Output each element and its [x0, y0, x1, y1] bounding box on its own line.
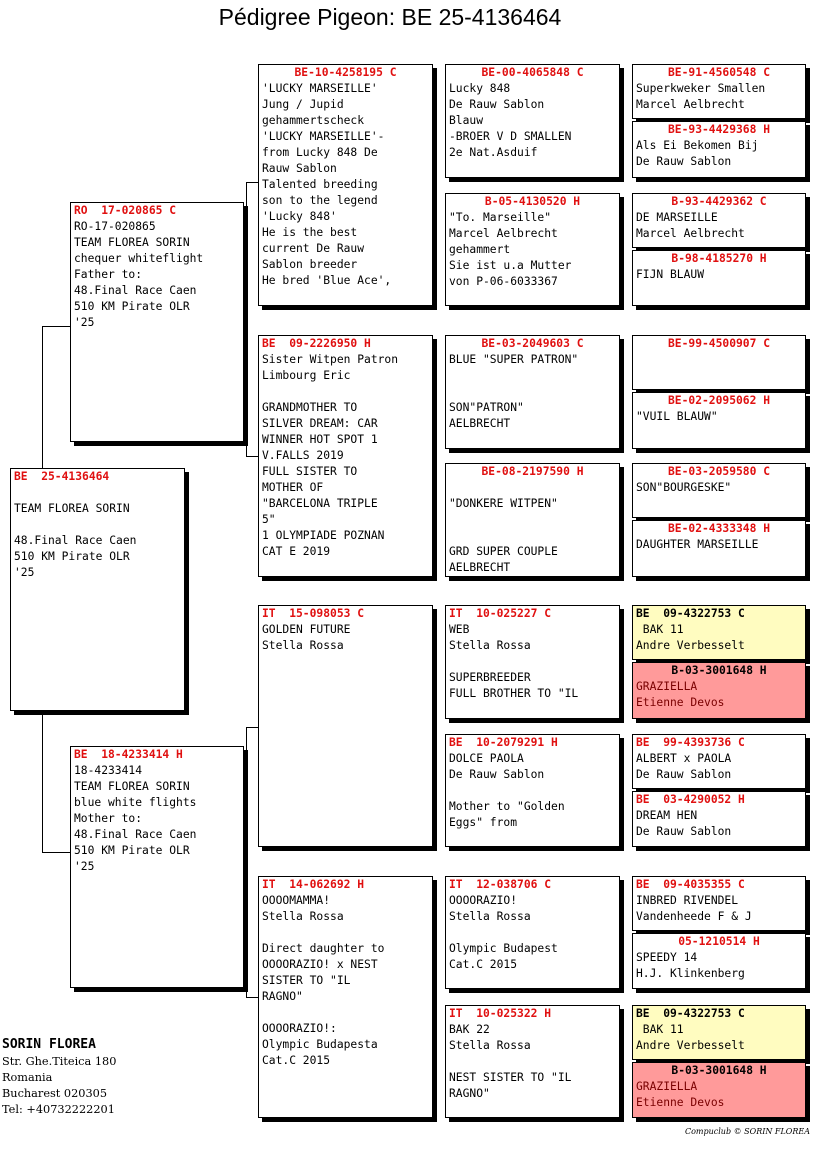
pigeon-card-great-grandparent — [445, 193, 620, 306]
detail-line — [449, 512, 619, 528]
pigeon-details — [633, 210, 805, 242]
detail-line: RAGNO" — [262, 990, 303, 1003]
ring-number: IT 10-025227 C — [449, 607, 552, 620]
detail-line: Etienne Devos — [636, 696, 725, 709]
detail-line: De Rauw Sablon — [636, 768, 732, 781]
pigeon-details — [633, 480, 805, 496]
detail-line: NEST SISTER TO "IL — [449, 1071, 572, 1084]
pigeon-card-grandparent — [258, 64, 433, 306]
ring-number: BE-00-4065848 C — [481, 66, 584, 79]
detail-line — [262, 925, 432, 941]
detail-line: WEB — [449, 623, 470, 636]
detail-line: ALBERT x PAOLA — [636, 752, 732, 765]
pigeon-details — [633, 751, 805, 783]
ring-number: BE 18-4233414 H — [74, 748, 183, 761]
detail-line — [262, 384, 432, 400]
detail-line: De Rauw Sablon — [449, 768, 545, 781]
owner-phone: Tel: +40732222201 — [2, 1103, 115, 1116]
ring-number: IT 14-062692 H — [262, 878, 365, 891]
detail-line: SPEEDY 14 — [636, 951, 698, 964]
pigeon-card-great-grandparent — [445, 463, 620, 577]
ring-number: BE 09-4035355 C — [636, 878, 745, 891]
detail-line: gehammertscheck — [262, 114, 365, 127]
pigeon-details — [71, 219, 243, 331]
pigeon-details — [71, 763, 243, 875]
detail-line: GOLDEN FUTURE — [262, 623, 351, 636]
detail-line: De Rauw Sablon — [636, 825, 732, 838]
pigeon-details — [633, 893, 805, 925]
detail-line: RO-17-020865 — [74, 220, 156, 233]
detail-line: Marcel Aelbrecht — [636, 98, 745, 111]
pigeon-card-gen4 — [632, 876, 806, 931]
ring-number: IT 12-038706 C — [449, 878, 552, 891]
detail-line: blue white flights — [74, 796, 197, 809]
pigeon-card-gen4 — [632, 734, 806, 789]
pigeon-details — [259, 622, 432, 654]
ring-number: BE 10-2079291 H — [449, 736, 558, 749]
detail-line — [262, 1005, 432, 1021]
pigeon-details — [633, 622, 805, 654]
pigeon-details — [446, 352, 619, 432]
ring-number: BE-02-2095062 H — [667, 394, 771, 407]
connector-line — [246, 182, 247, 326]
ring-number: BE-03-2049603 C — [481, 337, 584, 350]
detail-line: "To. Marseille" — [449, 211, 552, 224]
detail-line: 48.Final Race Caen — [74, 828, 197, 841]
detail-line: Stella Rossa — [262, 910, 344, 923]
detail-line: -BROER V D SMALLEN — [449, 130, 572, 143]
pigeon-card-gen4-highlight-yellow — [632, 605, 806, 660]
detail-line — [449, 654, 619, 670]
connector-line — [246, 727, 258, 728]
pigeon-card-gen4 — [632, 520, 806, 577]
detail-line: Stella Rossa — [449, 639, 531, 652]
detail-line: 48.Final Race Caen — [74, 284, 197, 297]
detail-line: Stella Rossa — [449, 910, 531, 923]
detail-line: chequer whiteflight — [74, 252, 204, 265]
pigeon-details — [633, 81, 805, 113]
detail-line: OOOORAZIO! x NEST — [262, 958, 378, 971]
pigeon-card-great-grandparent — [445, 876, 620, 989]
detail-line: V.FALLS 2019 — [262, 449, 344, 462]
detail-line: GRD SUPER COUPLE — [449, 545, 558, 558]
detail-line: gehammert — [449, 243, 511, 256]
detail-line: Olympic Budapesta — [262, 1038, 378, 1051]
detail-line: SUPERBREEDER — [449, 671, 531, 684]
ring-number: B-05-4130520 H — [484, 195, 581, 208]
connector-line — [42, 326, 70, 327]
detail-line: SILVER DREAM: CAR — [262, 417, 378, 430]
pigeon-card-gen4-highlight-red — [632, 1062, 806, 1118]
detail-line: Andre Verbesselt — [636, 639, 745, 652]
detail-line: WINNER HOT SPOT 1 — [262, 433, 378, 446]
detail-line: DREAM HEN — [636, 809, 698, 822]
owner-info — [2, 1036, 116, 1118]
pigeon-details — [446, 81, 619, 161]
owner-name: SORIN FLOREA — [2, 1037, 96, 1052]
detail-line: Stella Rossa — [449, 1039, 531, 1052]
detail-line: TEAM FLOREA SORIN — [74, 236, 190, 249]
detail-line: Sie ist u.a Mutter — [449, 259, 572, 272]
detail-line: "BARCELONA TRIPLE — [262, 497, 378, 510]
pigeon-card-grandparent — [258, 605, 433, 847]
detail-line: 510 KM Pirate OLR — [14, 550, 130, 563]
connector-line — [42, 326, 43, 468]
detail-line: FIJN BLAUW — [636, 268, 705, 281]
detail-line: De Rauw Sablon — [449, 98, 545, 111]
detail-line: Rauw Sablon — [262, 162, 337, 175]
pigeon-card-gen4 — [632, 64, 806, 119]
pigeon-details — [633, 1022, 805, 1054]
detail-line: Sablon breeder — [262, 258, 358, 271]
pigeon-details — [633, 409, 805, 425]
detail-line: 'LUCKY MARSEILLE'- — [262, 130, 385, 143]
detail-line: BAK 11 — [636, 1023, 684, 1036]
detail-line: 510 KM Pirate OLR — [74, 300, 190, 313]
detail-line — [449, 368, 619, 384]
pigeon-card-gen4 — [632, 392, 806, 449]
ring-number: IT 15-098053 C — [262, 607, 365, 620]
detail-line: from Lucky 848 De — [262, 146, 378, 159]
connector-line — [246, 727, 247, 852]
detail-line: Direct daughter to — [262, 942, 385, 955]
detail-line: Lucky 848 — [449, 82, 511, 95]
detail-line: 510 KM Pirate OLR — [74, 844, 190, 857]
pigeon-card-great-grandparent — [445, 1005, 620, 1118]
detail-line: 18-4233414 — [74, 764, 143, 777]
detail-line: Mother to "Golden — [449, 800, 565, 813]
owner-address-line: Str. Ghe.Titeica 180 — [2, 1055, 117, 1068]
detail-line: Superkweker Smallen — [636, 82, 766, 95]
detail-line: TEAM FLOREA SORIN — [74, 780, 190, 793]
ring-number: BE-93-4429368 H — [667, 123, 771, 136]
pigeon-card-great-grandparent — [445, 335, 620, 449]
detail-line: Marcel Aelbrecht — [636, 227, 745, 240]
connector-line — [246, 182, 258, 183]
pigeon-card-grandparent — [258, 335, 433, 577]
detail-line — [449, 1054, 619, 1070]
detail-line: Jung / Jupid — [262, 98, 344, 111]
pigeon-card-gen4-highlight-red — [632, 662, 806, 719]
detail-line — [449, 480, 619, 496]
detail-line: DAUGHTER MARSEILLE — [636, 538, 759, 551]
detail-line — [14, 517, 184, 533]
pigeon-details — [446, 480, 619, 576]
detail-line: OOOORAZIO! — [449, 894, 518, 907]
pigeon-card-gen4-highlight-yellow — [632, 1005, 806, 1060]
ring-number: B-03-3001648 H — [671, 664, 767, 677]
ring-number: BE 09-4322753 C — [636, 607, 745, 620]
detail-line: SON"BOURGESKE" — [636, 481, 732, 494]
detail-line: 5" — [262, 513, 276, 526]
detail-line: Blauw — [449, 114, 484, 127]
detail-line: '25 — [74, 860, 95, 873]
detail-line: Marcel Aelbrecht — [449, 227, 558, 240]
pigeon-card-great-grandparent — [445, 605, 620, 719]
ring-number: BE 09-2226950 H — [262, 337, 371, 350]
detail-line — [449, 925, 619, 941]
detail-line: Olympic Budapest — [449, 942, 558, 955]
connector-line — [246, 456, 258, 457]
pigeon-details — [633, 808, 805, 840]
detail-line — [449, 384, 619, 400]
detail-line: BAK 11 — [636, 623, 684, 636]
pigeon-card-grandparent — [258, 876, 433, 1118]
detail-line: '25 — [74, 316, 95, 329]
pigeon-details — [259, 893, 432, 1069]
connector-line — [42, 852, 70, 853]
connector-line — [42, 714, 43, 852]
pigeon-details — [259, 81, 432, 289]
pigeon-details — [633, 950, 805, 982]
detail-line: GRAZIELLA — [636, 1080, 698, 1093]
detail-line: Stella Rossa — [262, 639, 344, 652]
pigeon-details — [633, 679, 805, 711]
pigeon-card-gen4 — [632, 335, 806, 390]
detail-line: 2e Nat.Asduif — [449, 146, 538, 159]
detail-line: He is the best — [262, 226, 358, 239]
pigeon-details — [633, 267, 805, 283]
detail-line: TEAM FLOREA SORIN — [14, 502, 130, 515]
detail-line: 48.Final Race Caen — [14, 534, 137, 547]
pigeon-details — [446, 210, 619, 290]
pigeon-details — [446, 622, 619, 702]
detail-line: Als Ei Bekomen Bij — [636, 139, 759, 152]
detail-line: DOLCE PAOLA — [449, 752, 524, 765]
ring-number: IT 10-025322 H — [449, 1007, 552, 1020]
page-title: Pédigree Pigeon: BE 25-4136464 — [218, 4, 562, 30]
detail-line: Cat.C 2015 — [449, 958, 518, 971]
detail-line: 1 OLYMPIADE POZNAN — [262, 529, 385, 542]
detail-line: current De Rauw — [262, 242, 365, 255]
detail-line: OOOOMAMMA! — [262, 894, 331, 907]
ring-number: 05-1210514 H — [678, 935, 760, 948]
detail-line: 'LUCKY MARSEILLE' — [262, 82, 378, 95]
detail-line: De Rauw Sablon — [636, 155, 732, 168]
connector-line — [246, 997, 258, 998]
connector-line — [246, 326, 247, 456]
ring-number: BE 09-4322753 C — [636, 1007, 745, 1020]
detail-line: DE MARSEILLE — [636, 211, 718, 224]
pigeon-card-great-grandparent — [445, 734, 620, 847]
owner-address-line: Bucharest 020305 — [2, 1087, 108, 1100]
pigeon-card-gen4 — [632, 121, 806, 178]
detail-line: Father to: — [74, 268, 143, 281]
detail-line: RAGNO" — [449, 1087, 490, 1100]
ring-number: BE 03-4290052 H — [636, 793, 745, 806]
detail-line — [449, 783, 619, 799]
pigeon-details — [446, 751, 619, 831]
pigeon-card-gen4 — [632, 250, 806, 306]
pigeon-details — [633, 1079, 805, 1111]
pigeon-card-gen4 — [632, 463, 806, 518]
ring-number: BE-99-4500907 C — [667, 337, 771, 350]
ring-number: B-93-4429362 C — [671, 195, 767, 208]
pigeon-card-gen4 — [632, 933, 806, 989]
detail-line: INBRED RIVENDEL — [636, 894, 739, 907]
detail-line: von P-06-6033367 — [449, 275, 558, 288]
pigeon-card-great-grandparent — [445, 64, 620, 178]
detail-line: BLUE "SUPER PATRON" — [449, 353, 579, 366]
pigeon-details — [446, 1022, 619, 1102]
detail-line: AELBRECHT — [449, 417, 511, 430]
detail-line: Vandenheede F & J — [636, 910, 752, 923]
ring-number: B-98-4185270 H — [671, 252, 767, 265]
detail-line: SON"PATRON" — [449, 401, 524, 414]
ring-number: B-03-3001648 H — [671, 1064, 767, 1077]
connector-line — [246, 852, 247, 997]
ring-number: RO 17-020865 C — [74, 204, 177, 217]
pigeon-details — [633, 138, 805, 170]
pigeon-card-mother — [70, 746, 244, 988]
ring-number: BE 99-4393736 C — [636, 736, 745, 749]
detail-line: Eggs" from — [449, 816, 518, 829]
detail-line: BAK 22 — [449, 1023, 490, 1036]
detail-line: Cat.C 2015 — [262, 1054, 331, 1067]
detail-line — [14, 485, 184, 501]
footer-credit: Compuclub © SORIN FLOREA — [684, 1127, 810, 1136]
pigeon-card-father — [70, 202, 244, 442]
detail-line: Limbourg Eric — [262, 369, 351, 382]
detail-line: Sister Witpen Patron — [262, 353, 399, 366]
ring-number: BE 25-4136464 — [14, 470, 110, 483]
owner-address-line: Romania — [2, 1071, 53, 1084]
pigeon-details — [11, 485, 184, 581]
detail-line: 'Lucky 848' — [262, 210, 337, 223]
pigeon-card-gen4 — [632, 791, 806, 847]
detail-line: FULL BROTHER TO "IL — [449, 687, 579, 700]
detail-line: Andre Verbesselt — [636, 1039, 745, 1052]
detail-line — [449, 528, 619, 544]
ring-number: BE-10-4258195 C — [294, 66, 397, 79]
detail-line: He bred 'Blue Ace', — [262, 274, 392, 287]
detail-line: son to the legend — [262, 194, 378, 207]
detail-line: Etienne Devos — [636, 1096, 725, 1109]
pigeon-card-subject — [10, 468, 185, 711]
detail-line: GRANDMOTHER TO — [262, 401, 358, 414]
detail-line: OOOORAZIO!: — [262, 1022, 337, 1035]
ring-number: BE-91-4560548 C — [667, 66, 771, 79]
detail-line: CAT E 2019 — [262, 545, 331, 558]
detail-line: GRAZIELLA — [636, 680, 698, 693]
ring-number: BE-03-2059580 C — [667, 465, 771, 478]
ring-number: BE-02-4333348 H — [667, 522, 771, 535]
detail-line: MOTHER OF — [262, 481, 324, 494]
detail-line: '25 — [14, 566, 35, 579]
pigeon-details — [446, 893, 619, 973]
detail-line: FULL SISTER TO — [262, 465, 358, 478]
detail-line: "VUIL BLAUW" — [636, 410, 718, 423]
pigeon-card-gen4 — [632, 193, 806, 248]
detail-line: AELBRECHT — [449, 561, 511, 574]
ring-number: BE-08-2197590 H — [481, 465, 584, 478]
detail-line: Talented breeding — [262, 178, 378, 191]
pigeon-details — [259, 352, 432, 560]
detail-line: H.J. Klinkenberg — [636, 967, 745, 980]
detail-line: Mother to: — [74, 812, 143, 825]
pigeon-details — [633, 537, 805, 553]
detail-line: "DONKERE WITPEN" — [449, 497, 558, 510]
detail-line: SISTER TO "IL — [262, 974, 351, 987]
